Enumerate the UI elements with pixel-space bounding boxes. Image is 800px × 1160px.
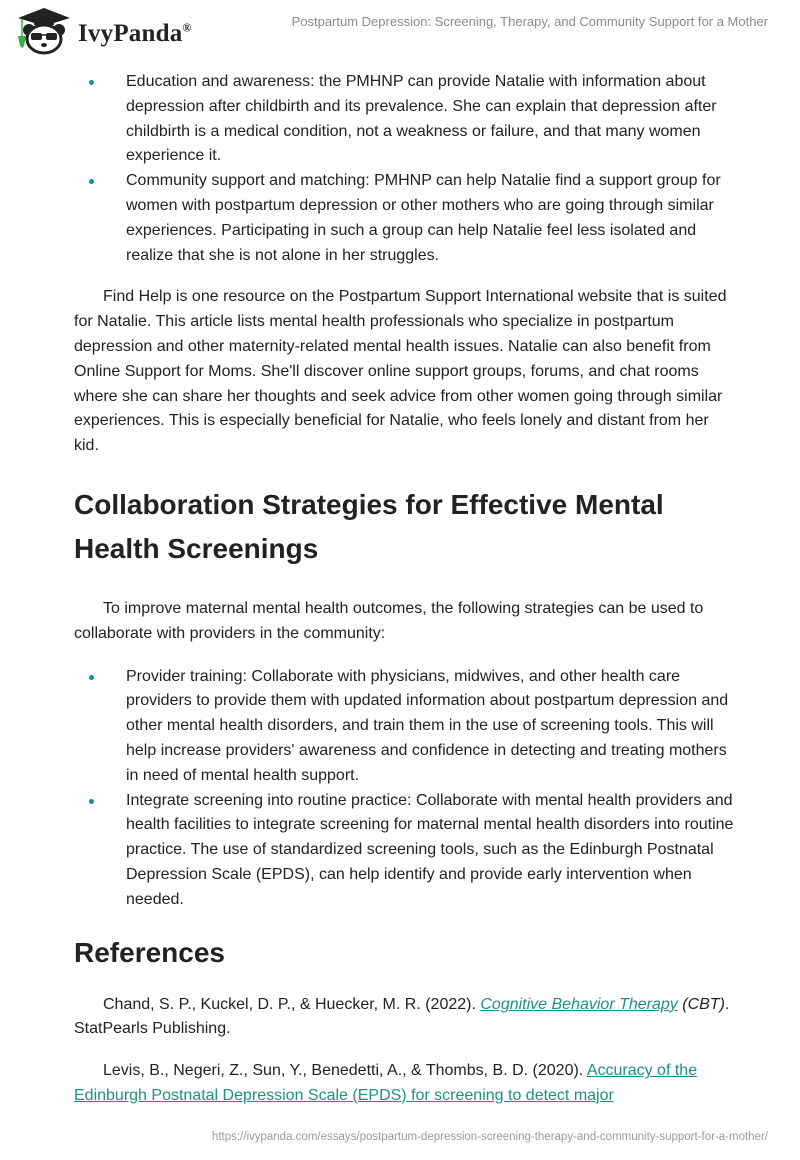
bullet-icon [89,799,94,804]
source-url: https://ivypanda.com/essays/postpartum-depression-screening-therapy-and-community-support-for-a-mother/ [211,1131,768,1143]
bullet-icon [89,675,94,680]
logo-text: IvyPanda® [78,20,192,47]
page-header [0,0,800,60]
list-item: Integrate screening into routine practice: Collaborate with mental health providers and health facilities to integrate screening for maternal mental health disorders into routine practice. The use of standardized screening tools, such as the Edinburgh Postnatal Depression Scale (EPDS), can help identify and provide early intervention when needed. [74,789,734,913]
document-title: Postpartum Depression: Screening, Therapy, and Community Support for a Mother [291,14,768,29]
resource-paragraph: Find Help is one resource on the Postpartum Support International website that is suited for Natalie. This article lists mental health professionals who specialize in postpartum depression and other maternity-related mental health issues. Natalie can also benefit from Online Support for Moms. She'll discover online support groups, forums, and chat rooms where she can share her thoughts and seek advice from other women going through similar experiences. This is especially beneficial for Natalie, who feels lonely and distant from her kid. [74,288,727,455]
list-item: Community support and matching: PMHNP can help Natalie find a support group for women with postpartum depression or other mothers who are going through similar experiences. Participating in such a group can help Natalie feel less isolated and realize that she is not alone in her struggles. [74,169,734,268]
section-heading-collaboration: Collaboration Strategies for Effective Mental Health Screenings [74,488,664,564]
section-heading-references: References [74,936,225,968]
list-item: Education and awareness: the PMHNP can provide Natalie with information about depression after childbirth and its prevalence. She can explain that depression after childbirth is a medical condition, not a weakness or failure, and that many women experience it. [74,70,734,169]
article-body [74,70,734,1109]
ivypanda-logo[interactable] [14,6,192,56]
strategy-list [74,665,734,913]
bullet-icon [89,80,94,85]
intervention-list [74,70,734,268]
reference-item: Levis, B., Negeri, Z., Sun, Y., Benedetti, A., & Thombs, B. D. (2020). Accuracy of the Edinburgh Postnatal Depression Scale (EPDS) for screening to detect major [74,1062,698,1104]
reference-link[interactable]: Cognitive Behavior Therapy [480,995,678,1013]
reference-link[interactable]: Accuracy of the Edinburgh Postnatal Depression Scale (EPDS) for screening to detect major [74,1062,698,1104]
collaboration-intro: To improve maternal mental health outcomes, the following strategies can be used to collaborate with providers in the community: [74,599,704,642]
bullet-icon [89,179,94,184]
reference-item: Chand, S. P., Kuckel, D. P., & Huecker, M. R. (2022). Cognitive Behavior Therapy (CBT). StatPearls Publishing. [74,995,730,1038]
panda-graduate-icon [14,6,74,56]
list-item: Provider training: Collaborate with physicians, midwives, and other health care providers to provide them with updated information about postpartum depression and other mental health disorders, and train them in the use of screening tools. This will help increase providers' awareness and confidence in detecting and treating mothers in need of mental health support. [74,665,734,789]
